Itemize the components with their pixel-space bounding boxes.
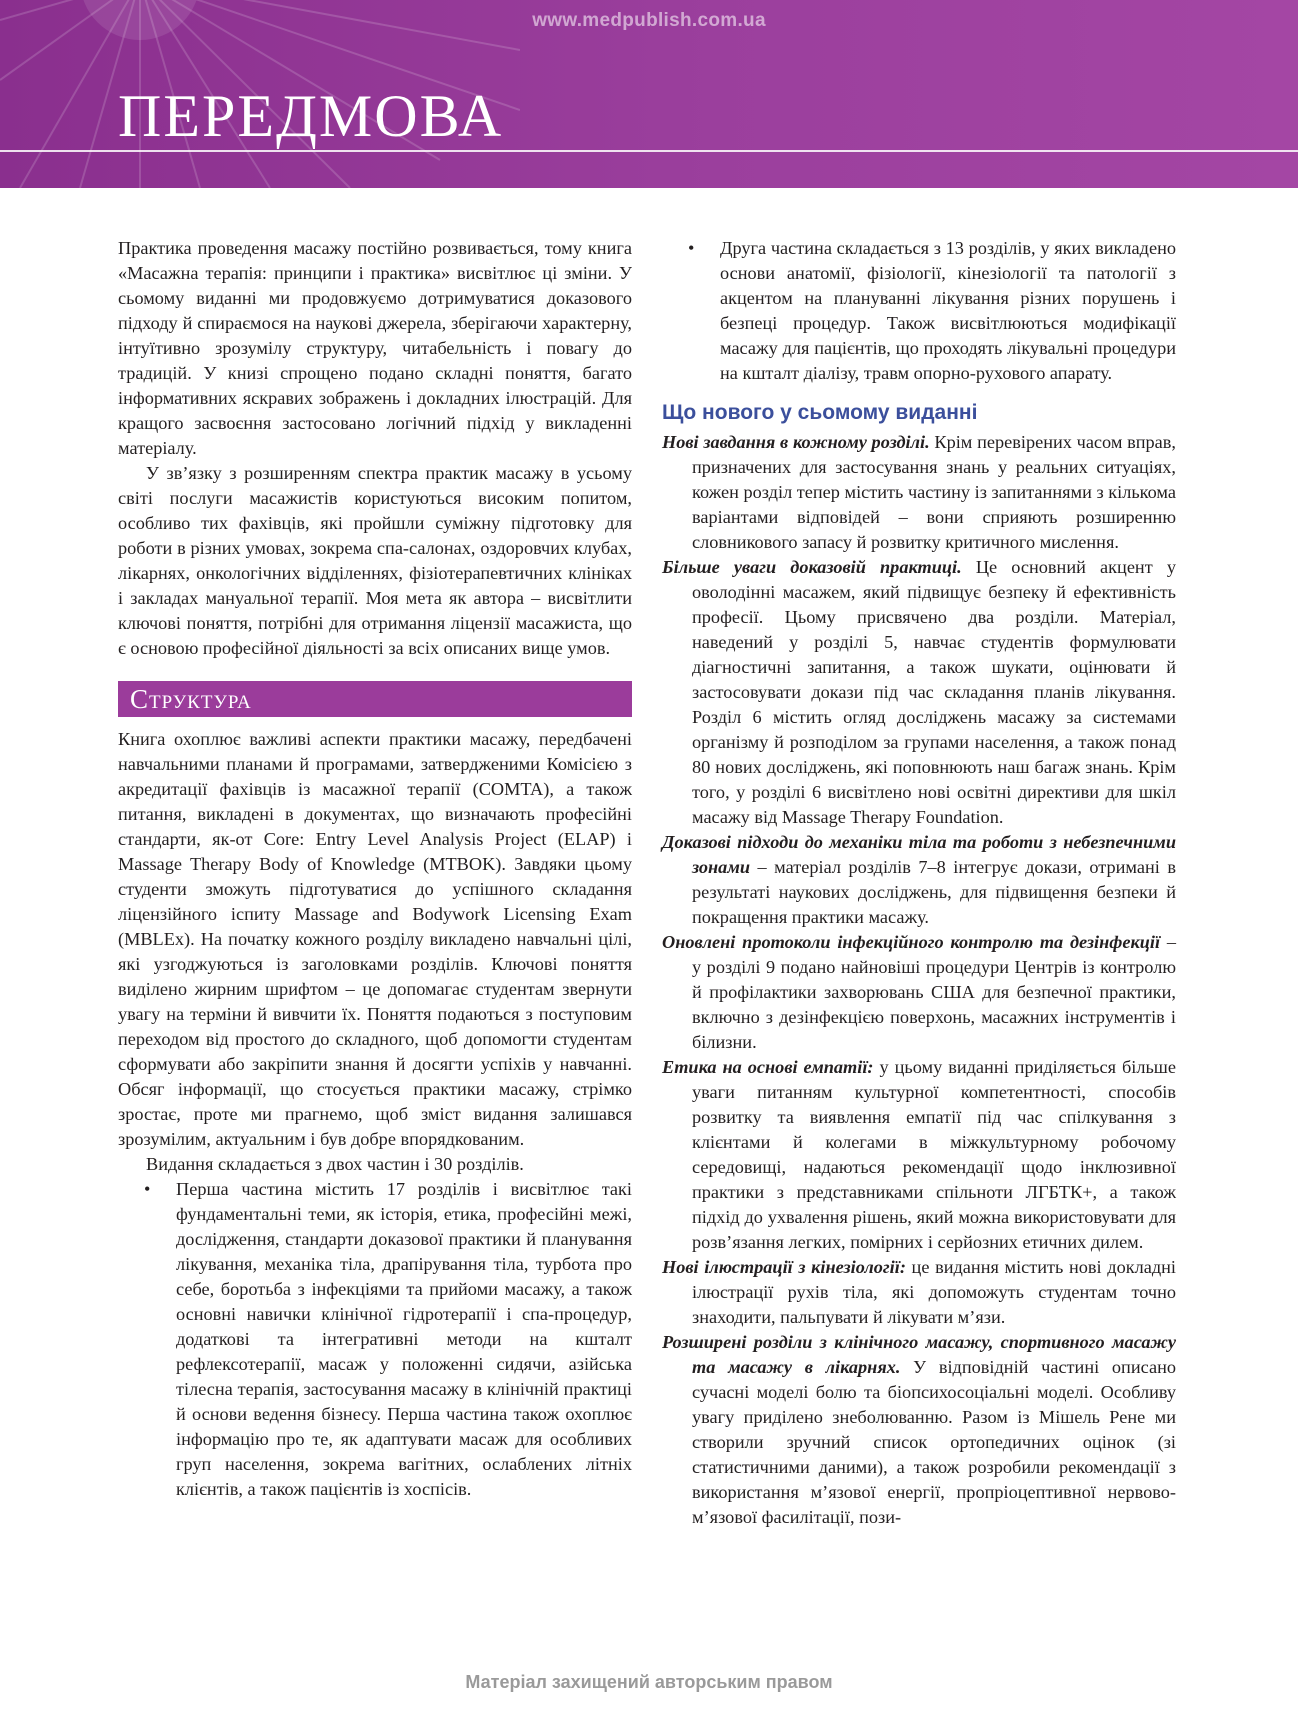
watermark-url: www.medpublish.com.ua [532,10,766,31]
entry-lead: Нові завдання в кожному розділі. [662,432,930,452]
entry-text: – у розділі 9 подано найновіші процедури Центрів із контролю й профілактики захворювань США для безпечної практики, включно з дезінфекцією поверхонь, масажних інструментів і білизни. [692,932,1176,1052]
header-rule [0,150,1298,152]
whats-new-entry [662,1055,1176,1255]
list-item: • Друга частина складається з 13 розділів, у яких викладено основи анатомії, фізіології, кінезіології та патології з акцентом на плануванні лікування різних порушень і безпеці процедур. Також висвітлюються модифікації масажу для пацієнтів, що проходять лікувальні процедури на кшталт діалізу, травм опорно-рухового апарату. [662,236,1176,386]
structure-paragraph: Книга охоплює важливі аспекти практики масажу, передбачені навчальними планами й програмами, затвердженими Комісією з акредитації фахівців із масажної терапії (COMTA), а також питання, викладені в документах, що визначають професійні стандарти, як-от Core: Entry Level Analysis Project (ELAP) і Massage Therapy Body of Knowledge (MTBOK). Завдяки цьому студенти зможуть підготуватися до успішного складання ліцензійного іспиту Massage and Bodywork Licensing Exam (MBLEx). На початку кожного розділу викладено навчальні цілі, які узгоджуються із заголовками розділів. Ключові поняття виділено жирним шрифтом – це допомагає студентам звернути увагу на терміни й вивчити їх. Поняття подаються з поступовим переходом від простого до складного, щоб допомогти студентам сформувати або закріпити знання й досягти успіхів у навчанні. Обсяг інформації, що стосується практики масажу, стрімко зростає, проте ми прагнемо, щоб зміст видання залишався зрозумілим, актуальним і був добре впорядкованим. [118,729,632,1149]
parts-summary: Видання складається з двох частин і 30 розділів. [146,1154,524,1174]
entry-text: У відповідній частині описано сучасні моделі болю та біопсихосоціальні моделі. Особливу увагу приділено знеболюванню. Разом із Мішель Рене ми створили зручний список ортопедичних оцінок (зі статистичними даними), а також розробили рекомендації з використання м’язової енергії, пропріоцептивної нервово-м’язової фасилітації, пози- [692,1357,1176,1527]
whats-new-heading: Що нового у сьомому виданні [662,401,978,424]
copyright-notice: Матеріал захищений авторським правом [465,1672,833,1692]
entry-lead: Більше уваги доказовій практиці. [662,557,962,577]
entry-lead: Розширені розділи з клінічного масажу, спортивного масажу та масажу в лікарнях. [662,1332,1176,1377]
entry-text: Це основний акцент у оволодінні масажем, який підвищує безпеку й ефективність професії. Цьому присвячено два розділи. Матеріал, наведений у розділі 5, навчає студентів формулювати діагностичні запитання, а також шукати, оцінювати й застосовувати докази під час складання планів лікування. Розділ 6 містить огляд досліджень масажу за системами організму й розподілом за групами населення, а також понад 80 нових досліджень, які поповнюють наш багаж знань. Крім того, у розділі 6 висвітлено нові освітні директиви для шкіл масажу від Massage Therapy Foundation. [692,557,1176,827]
entry-lead: Доказові підходи до механіки тіла та роботи з небезпечними зонами [662,832,1176,877]
parts-list-continued [662,236,1176,386]
page-title: ПЕРЕДМОВА [118,83,504,149]
entry-lead: Оновлені протоколи інфекційного контролю та дезінфекції [662,932,1161,952]
list-item: • Перша частина містить 17 розділів і висвітлює такі фундаментальні теми, як історія, етика, професійні межі, дослідження, стандарти доказової практики й планування лікування, механіка тіла, драпірування тіла, турбота про себе, боротьба з інфекціями та прийоми масажу, а також основні навички клінічної гідротерапії і спа-процедур, додаткові та інтегративні методи на кшталт рефлексотерапії, масаж у положенні сидячи, азійська тілесна терапія, застосування масажу в клінічній практиці й основи ведення бізнесу. Перша частина також охоплює інформацію про те, як адаптувати масаж для особливих груп населення, зокрема вагітних, ослаблених літніх клієнтів, а також пацієнтів із хоспісів. [118,1177,632,1502]
whats-new-entry [662,555,1176,830]
whats-new-entry [662,830,1176,930]
left-column [118,236,632,1502]
right-column [662,236,1176,1530]
whats-new-entry [662,430,1176,555]
whats-new-entry [662,930,1176,1055]
section-heading-structure [118,681,632,717]
entry-text: у цьому виданні приділяється більше уваги питанням культурної компетентності, способів розвитку та виявлення емпатії під час спілкування з клієнтами й колегами в міжкультурному робочому середовищі, надаються рекомендації щодо інклюзивної практики з представниками спільноти ЛГБТК+, а також підхід до ухвалення рішень, який можна використовувати для розв’язання легких, помірних і серйозних етичних дилем. [692,1057,1177,1252]
parts-list [118,1177,632,1502]
whats-new-list [662,430,1176,1530]
entry-text: це видання містить нові докладні ілюстрації рухів тіла, які допоможуть студентам точно знаходити, пальпувати й лікувати м’язи. [692,1257,1176,1327]
whats-new-entry [662,1255,1176,1330]
entry-lead: Нові ілюстрації з кінезіології: [662,1257,906,1277]
section-heading-label: Структура [130,683,252,714]
entry-text: Крім перевірених часом вправ, призначених для застосування знань у реальних ситуаціях, кожен розділ тепер містить частину із запитаннями з кількома варіантами відповідей – вони сприяють розширенню словникового запасу й розвитку критичного мислення. [692,432,1177,552]
entry-text: – матеріал розділів 7–8 інтегрує докази, отримані в результаті наукових досліджень, для підвищення безпеки й покращення практики масажу. [692,857,1176,927]
intro-paragraph-2: У зв’язку з розширенням спектра практик масажу в усьому світі послуги масажистів користуються високим попитом, особливо тих фахівців, які пройшли суміжну підготовку для роботи в різних умовах, зокрема спа-салонах, оздоровчих клубах, лікарнях, онкологічних відділеннях, фізіотерапевтичних клініках і закладах мануальної терапії. Моя мета як автора – висвітлити ключові поняття, потрібні для отримання ліцензії масажиста, що є основою професійної діяльності за всіх описаних вище умов. [118,463,632,658]
entry-lead: Етика на основі емпатії: [662,1057,874,1077]
header-banner [0,0,1298,188]
intro-paragraph: Практика проведення масажу постійно розвивається, тому книга «Масажна терапія: принципи і практика» висвітлює ці зміни. У сьомому виданні ми продовжуємо дотримуватися доказового підходу й спираємося на наукові джерела, зберігаючи характерну, інтуїтивно зрозумілу структуру, читабельність і повагу до традицій. У книзі спрощено подано складні поняття, багато інформативних яскравих зображень і докладних ілюстрацій. Для кращого засвоєння застосовано логічний підхід у викладенні матеріалу. [118,238,632,458]
whats-new-entry [662,1330,1176,1530]
